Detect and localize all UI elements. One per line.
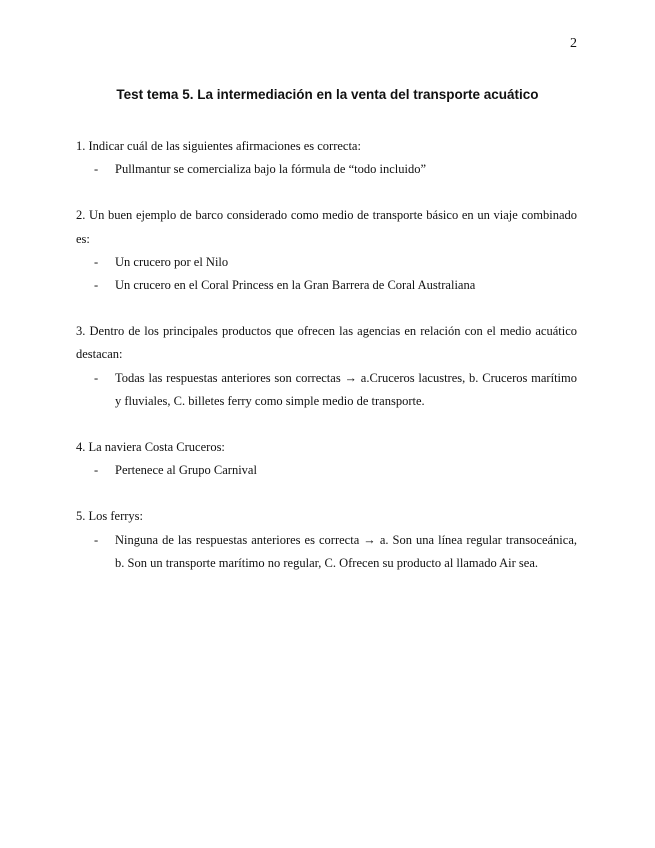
question-text: 2. Un buen ejemplo de barco considerado como medio de transporte básico en un viaje combinado es: xyxy=(76,208,577,246)
answer-text: Pullmantur se comercializa bajo la fórmula de “todo incluido” xyxy=(115,162,427,177)
dash-bullet: - xyxy=(94,463,99,478)
question-text: 5. Los ferrys: xyxy=(76,509,143,524)
answer-item xyxy=(76,529,577,575)
dash-bullet: - xyxy=(94,370,99,385)
answer-item xyxy=(76,251,577,274)
answer-item xyxy=(76,274,577,297)
answer-text: Un crucero por el Nilo xyxy=(115,254,229,269)
answer-item xyxy=(76,158,577,181)
answer-text: Ninguna de las respuestas anteriores es correcta → a. Son una línea regular transoceánica, b. Son un transporte marítimo no regular, C. Ofrecen su producto al llamado Air sea. xyxy=(115,532,577,570)
dash-bullet: - xyxy=(94,254,99,269)
question-4 xyxy=(76,436,577,482)
question-text: 4. La naviera Costa Cruceros: xyxy=(76,440,225,455)
question-list xyxy=(76,135,577,598)
question-text: 3. Dentro de los principales productos que ofrecen las agencias en relación con el medio acuático destacan: xyxy=(76,324,577,362)
question-1 xyxy=(76,135,577,181)
answer-text: Todas las respuestas anteriores son correctas → a.Cruceros lacustres, b. Cruceros marítimo y fluviales, C. billetes ferry como simple medio de transporte. xyxy=(115,370,577,408)
page-number: 2 xyxy=(570,36,577,51)
dash-bullet: - xyxy=(94,278,99,293)
answer-item xyxy=(76,367,577,413)
dash-bullet: - xyxy=(94,162,99,177)
question-text: 1. Indicar cuál de las siguientes afirmaciones es correcta: xyxy=(76,139,361,153)
page-title: Test tema 5. La intermediación en la venta del transporte acuático xyxy=(116,87,539,102)
question-3 xyxy=(76,320,577,413)
answer-item xyxy=(76,459,577,482)
question-5 xyxy=(76,505,577,575)
dash-bullet: - xyxy=(94,532,99,547)
answer-text: Un crucero en el Coral Princess en la Gran Barrera de Coral Australiana xyxy=(115,278,476,293)
answer-text: Pertenece al Grupo Carnival xyxy=(115,463,257,478)
question-2 xyxy=(76,204,577,297)
